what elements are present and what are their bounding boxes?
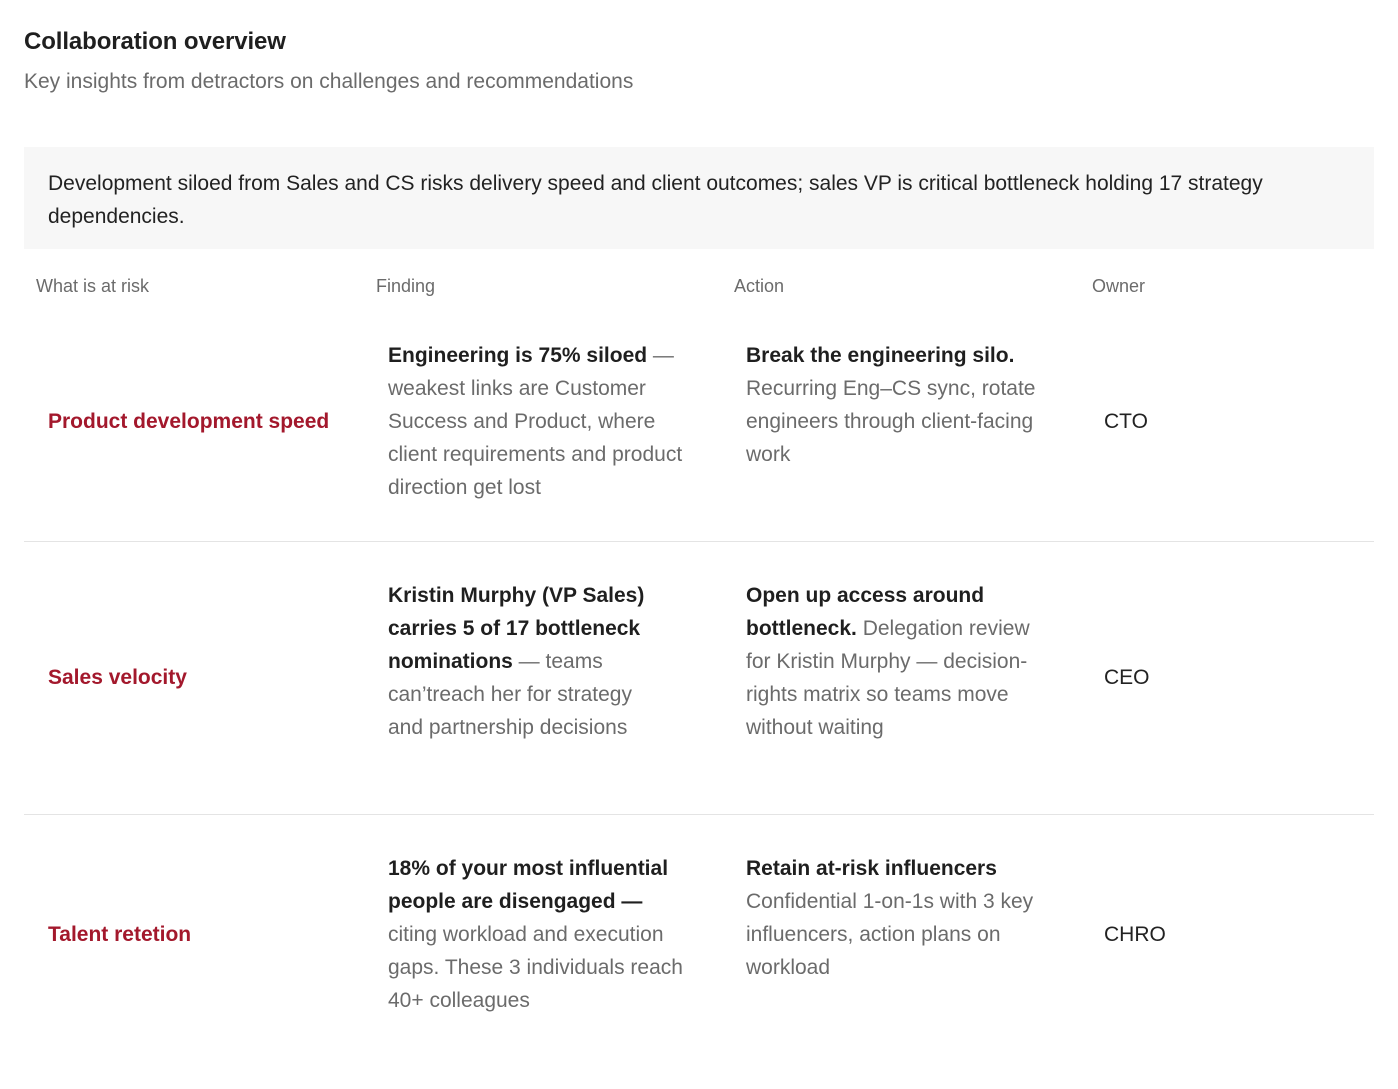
table-row <box>24 302 1374 542</box>
owner-label: CTO <box>1104 410 1148 433</box>
action-highlight: Open up access around bottleneck. <box>746 584 985 640</box>
action-cell <box>746 339 1056 471</box>
column-header-finding: Finding <box>376 276 436 296</box>
finding-detail: citing workload and execution gaps. These 3 individuals reach 40+ colleagues <box>388 923 683 1012</box>
column-header-action: Action <box>734 276 785 296</box>
summary-text: Development siloed from Sales and CS risks delivery speed and client outcomes; sales VP is critical bottleneck holding 17 strategy dependencies. <box>48 172 1263 228</box>
action-detail: Confidential 1-on-1s with 3 key influencers, action plans on workload <box>746 890 1034 979</box>
column-header-owner: Owner <box>1092 276 1146 296</box>
table-row <box>24 815 1374 1055</box>
summary-box <box>24 147 1374 249</box>
table-header <box>24 274 1374 302</box>
owner-label: CEO <box>1104 666 1150 689</box>
table-row <box>24 542 1374 815</box>
finding-dash: — <box>647 344 674 367</box>
finding-highlight: Engineering is 75% siloed <box>388 344 648 367</box>
action-cell <box>746 579 1056 744</box>
action-detail: Recurring Eng–CS sync, rotate engineers through client-facing work <box>746 377 1036 466</box>
finding-cell <box>388 579 663 744</box>
action-cell <box>746 852 1066 984</box>
finding-highlight: Kristin Murphy (VP Sales) carries 5 of 17 bottleneck nominations <box>388 584 645 673</box>
action-highlight: Break the engineering silo. <box>746 344 1015 367</box>
finding-highlight: 18% of your most influential people are disengaged — <box>388 857 669 913</box>
action-highlight: Retain at-risk influencers <box>746 857 997 880</box>
finding-detail: teams can’treach her for strategy and partnership decisions <box>388 650 632 739</box>
page-subtitle: Key insights from detractors on challenges and recommendations <box>24 70 634 93</box>
risk-label: Sales velocity <box>48 666 187 689</box>
finding-detail: weakest links are Customer Success and Product, where client requirements and product direction get lost <box>388 377 683 499</box>
page-title: Collaboration overview <box>24 28 286 55</box>
column-header-risk: What is at risk <box>36 276 150 296</box>
owner-label: CHRO <box>1104 923 1166 946</box>
finding-dash: — <box>512 650 540 673</box>
risk-label: Product development speed <box>48 410 330 433</box>
action-detail: Delegation review for Kristin Murphy — decision-rights matrix so teams move without waiting <box>746 617 1030 739</box>
risk-label: Talent retetion <box>48 923 192 946</box>
finding-cell <box>388 339 688 504</box>
finding-cell <box>388 852 693 1017</box>
